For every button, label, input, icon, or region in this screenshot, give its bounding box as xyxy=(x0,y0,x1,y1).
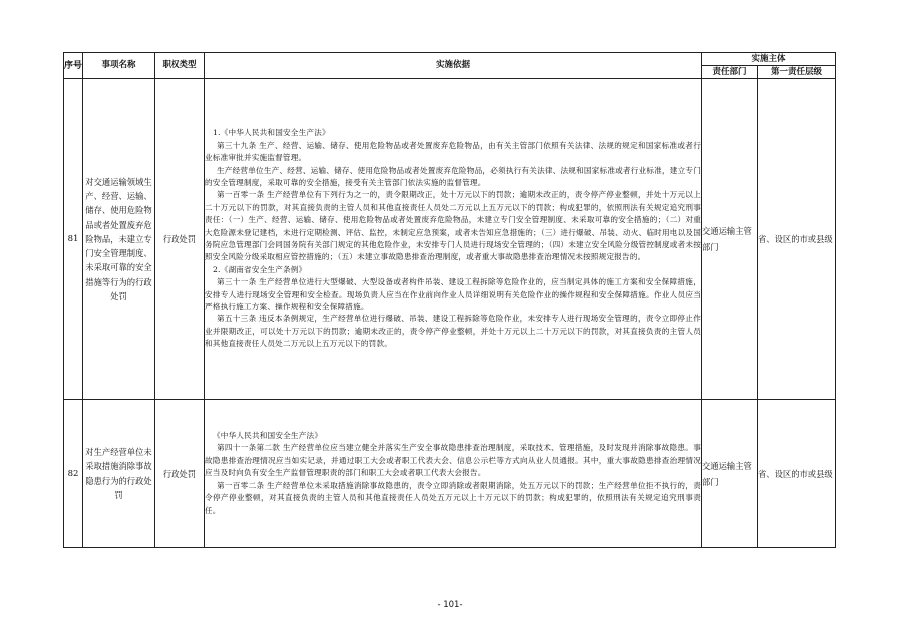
row-number: 81 xyxy=(64,79,83,400)
authority-type: 行政处罚 xyxy=(155,79,205,400)
responsible-level: 省、设区的市或县级 xyxy=(758,79,836,400)
legal-basis xyxy=(205,400,702,548)
item-name: 对生产经营单位未采取措施消除事故隐患行为的行政处罚 xyxy=(83,400,155,548)
table-row xyxy=(64,79,836,400)
responsible-dept: 交通运输主管部门 xyxy=(702,400,758,548)
header-type: 职权类型 xyxy=(155,53,205,79)
page-number: - 101- xyxy=(437,600,463,610)
law-article: 第一百零一条 生产经营单位有下列行为之一的，责令限期改正，处十万元以下的罚款；逾期未改正的，责令停产停业整顿，并处十万元以上二十万元以下的罚款，对其直接负责的主管人员和其他直接责任人员处二万元以上五万元以下的罚款；构成犯罪的，依照刑法有关规定追究刑事责任：（一）生产、经营、运输、储存、使用危险物品或者处置废弃危险物品，未建立专门安全管理制度、未采取可靠的安全措施的；（二）对重大危险源未登记建档，未进行定期检测、评估、监控，未制定应急预案，或者未告知应急措施的；（三）进行爆破、吊装、动火、临时用电以及国务院应急管理部门会同国务院有关部门规定的其他危险作业，未安排专门人员进行现场安全管理的；（四）未建立安全风险分级管控制度或者未按照安全风险分级采取相应管控措施的；（五）未建立事故隐患排查治理制度，或者重大事故隐患排查治理情况未按照规定报告的。 xyxy=(205,190,701,262)
header-subject: 实施主体 xyxy=(702,53,836,66)
authority-type: 行政处罚 xyxy=(155,400,205,548)
header-seq: 序号 xyxy=(64,53,83,79)
law-article: 第一百零二条 生产经营单位未采取措施消除事故隐患的，责令立即消除或者限期消除，处五万元以下的罚款；生产经营单位拒不执行的，责令停产停业整顿，对其直接负责的主管人员和其他直接责任人员处五万元以上十万元以下的罚款；构成犯罪的，依照刑法有关规定追究刑事责任。 xyxy=(205,480,701,515)
law-article: 生产经营单位生产、经营、运输、储存、使用危险物品或者处置废弃危险物品，必须执行有关法律、法规和国家标准或者行业标准，建立专门的安全管理制度，采取可靠的安全措施，接受有关主管部门依法实施的监督管理。 xyxy=(205,165,701,187)
law-title: 1.《中华人民共和国安全生产法》 xyxy=(213,128,330,138)
authority-table xyxy=(63,52,836,548)
header-basis: 实施依据 xyxy=(205,53,702,79)
law-article: 第三十九条 生产、经营、运输、储存、使用危险物品或者处置废弃危险物品，由有关主管部门依照有关法律、法规的规定和国家标准或者行业标准审批并实施监督管理。 xyxy=(205,140,701,163)
law-title: 《中华人民共和国安全生产法》 xyxy=(213,431,323,441)
law-article: 第四十一条第二款 生产经营单位应当建立健全并落实生产安全事故隐患排查治理制度，采取技术、管理措施，及时发现并消除事故隐患。事故隐患排查治理情况应当如实记录，并通过职工大会或者职工代表大会、信息公示栏等方式向从业人员通报。其中，重大事故隐患排查治理情况应当及时向负有安全生产监督管理职责的部门和职工大会或者职工代表大会报告。 xyxy=(205,443,701,478)
item-name: 对交通运输领域生产、经营、运输、储存、使用危险物品或者处置废弃危险物品，未建立专门安全管理制度、未采取可靠的安全措施等行为的行政处罚 xyxy=(83,79,155,400)
header-level: 第一责任层级 xyxy=(758,66,836,79)
legal-basis xyxy=(205,79,702,400)
table-row xyxy=(64,400,836,548)
law-article: 第五十三条 违反本条例规定，生产经营单位进行爆破、吊装、建设工程拆除等危险作业，未安排专人进行现场安全管理的，责令立即停止作业并限期改正，可以处十万元以下的罚款；逾期未改正的，责令停产停业整顿，并处十万元以上二十万元以下的罚款，对其直接负责的主管人员和其他直接责任人员处二万元以上五万元以下的罚款。 xyxy=(205,314,701,349)
responsible-dept: 交通运输主管部门 xyxy=(702,79,758,400)
law-article: 第三十一条 生产经营单位进行大型爆破、大型设备或者构件吊装、建设工程拆除等危险作业的，应当制定具体的施工方案和安全保障措施，安排专人进行现场安全管理和安全检查。现场负责人应当在作业前向作业人员详细说明有关危险作业的操作规程和安全保障措施。作业人员应当严格执行施工方案、操作规程和安全保障措施。 xyxy=(205,277,701,312)
law-title: 2.《湖南省安全生产条例》 xyxy=(213,264,307,274)
header-name: 事项名称 xyxy=(83,53,155,79)
header-dept: 责任部门 xyxy=(702,66,758,79)
row-number: 82 xyxy=(64,400,83,548)
responsible-level: 省、设区的市或县级 xyxy=(758,400,836,548)
